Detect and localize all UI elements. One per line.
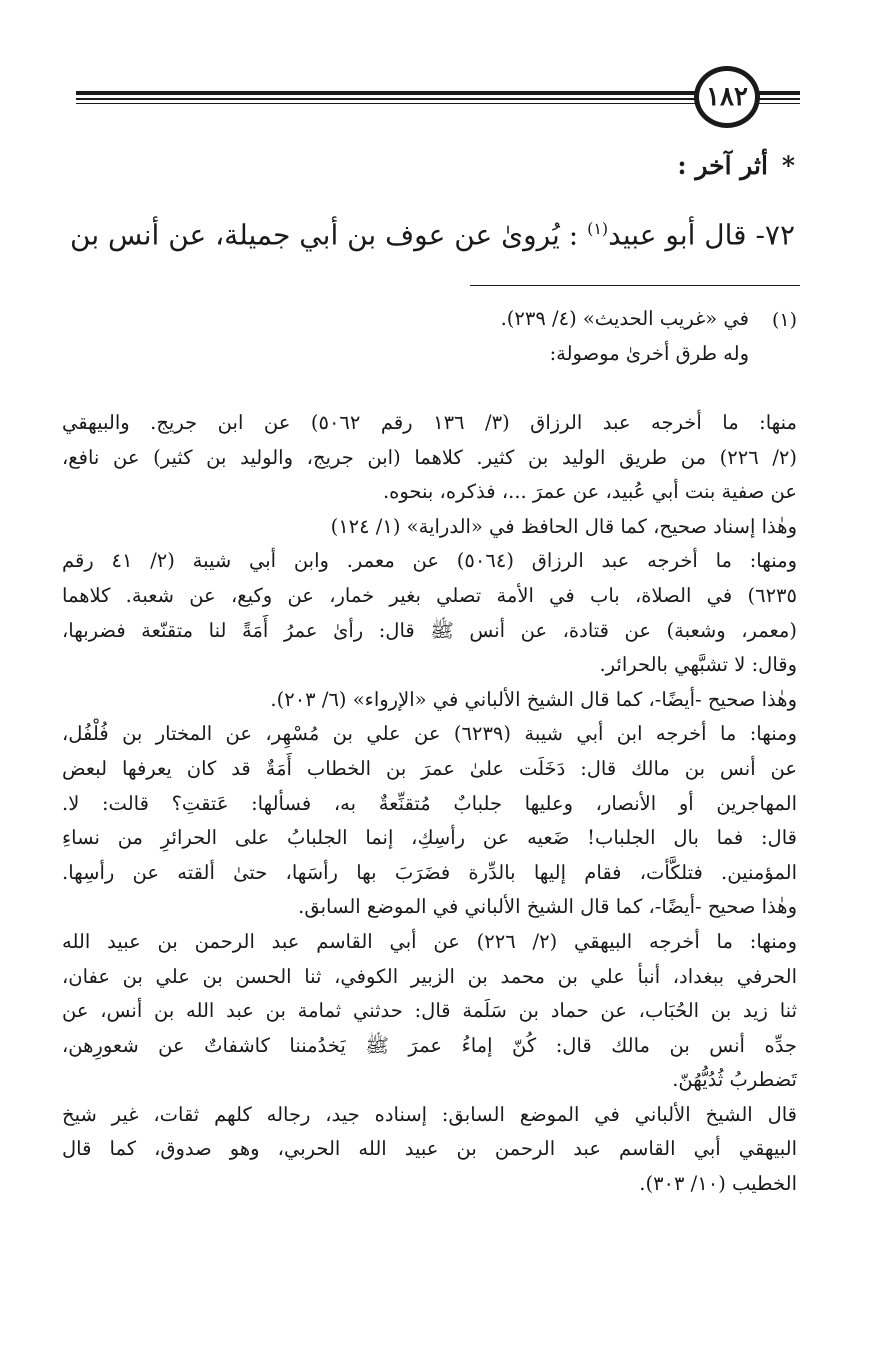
main-text-rest: : يُروىٰ عن عوف بن أبي جميلة، عن أنس بن	[70, 218, 588, 252]
footnote-line: ومنها: ما أخرجه ابن أبي شيبة (٦٢٣٩) عن علي بن مُسْهِر، عن المختار بن فُلْفُل،	[62, 722, 797, 746]
footnote-separator	[470, 285, 800, 286]
header-rule	[758, 98, 800, 100]
header-rule	[76, 91, 698, 95]
footnote-line: وله طرق أخرىٰ موصولة:	[549, 341, 749, 365]
page-number: ١٨٢	[694, 66, 760, 128]
footnote-line: منها: ما أخرجه عبد الرزاق (٣/ ١٣٦ رقم ٥٠٦٢) عن ابن جريج. والبيهقي	[62, 411, 797, 434]
footnote-line: (٢/ ٢٢٦) من طريق الوليد بن كثير. كلاهما (ابن جريج، والوليد بن كثير) عن نافع،	[62, 445, 797, 469]
footnote-body	[62, 406, 797, 1202]
star-icon: *	[781, 151, 795, 180]
section-heading	[75, 146, 795, 186]
footnote-line: ٦٢٣٥) في الصلاة، باب في الأمة تصلي بغير خمار، عن وكيع، عن شعبة. كلاهما	[62, 583, 797, 607]
footnote-line: ومنها: ما أخرجه عبد الرزاق (٥٠٦٤) عن معمر. وابن أبي شيبة (٢/ ٤١ رقم	[62, 549, 797, 573]
footnote-line: الخطيب (١٠/ ٣٠٣).	[639, 1172, 797, 1196]
header-rule	[76, 98, 698, 100]
heading-text: أثر آخر :	[677, 151, 768, 180]
footnote-line: قال الشيخ الألباني في الموضع السابق: إسناده جيد، رجاله كلهم ثقات، غير شيخ	[62, 1102, 797, 1126]
footnote-line: عن صفية بنت أبي عُبيد، عن عمرَ ...، فذكره، بنحوه.	[382, 480, 797, 504]
footnote-marker: (١)	[771, 309, 797, 331]
header-rule	[758, 103, 800, 104]
main-text-start: ٧٢- قال أبو عبيد	[608, 218, 795, 252]
footnote-line: وهٰذا صحيح -أيضًا-، كما قال الشيخ الألباني في «الإرواء» (٦/ ٢٠٣).	[270, 687, 797, 711]
footnote-line: قال: فما بال الجلباب! ضَعيه عن رأسِكِ، إنما الجلبابُ على الحرائرِ من نساءِ	[62, 826, 797, 850]
footnote-line: وهٰذا إسناد صحيح، كما قال الحافظ في «الدراية» (١/ ١٢٤)	[330, 514, 797, 538]
footnote-line: (معمر، وشعبة) عن قتادة، عن أنس ﷺ قال: رأىٰ عمرُ أَمَةً لنا متقنّعة فضربها،	[62, 618, 797, 642]
footnote-line: الحرفي ببغداد، أنبأ علي بن محمد بن الزبير الكوفي، ثنا الحسن بن علي بن عفان،	[62, 964, 797, 988]
footnote-line: ومنها: ما أخرجه البيهقي (٢/ ٢٢٦) عن أبي القاسم عبد الرحمن بن عبيد الله	[62, 929, 797, 953]
footnote-line: البيهقي أبي القاسم عبد الرحمن بن عبيد الله الحربي، وهو صدوق، كما قال	[62, 1137, 797, 1161]
header-rule	[76, 103, 698, 104]
footnote-line: وقال: لا تشبَّهي بالحرائر.	[599, 653, 797, 677]
footnote-line: المهاجرين أو الأنصار، وعليها جلبابٌ مُتقنِّعةٌ به، فسألها: عَتقتِ؟ قالت: لا.	[62, 791, 797, 815]
footnote-line: جدِّه أنس بن مالك قال: كُنّ إماءُ عمرَ ﷺ يَخدُمننا كاشفاتٌ عن شعورِهن،	[62, 1033, 797, 1057]
main-text-line	[70, 205, 795, 259]
footnote-line: وهٰذا صحيح -أيضًا-، كما قال الشيخ الألباني في الموضع السابق.	[298, 895, 797, 919]
footnote-reference: (١)	[587, 219, 609, 238]
footnote-intro	[59, 302, 749, 371]
footnote-line: في «غريب الحديث» (٤/ ٢٣٩).	[500, 307, 749, 330]
footnote-line: ثنا زيد بن الحُبَاب، عن حماد بن سَلَمة قال: حدثني ثمامة بن عبد الله بن أنس، عن	[62, 999, 797, 1023]
footnote-line: عن أنس بن مالك قال: دَخَلَت علىٰ عمرَ بن الخطاب أَمَةٌ قد كان يعرفها لبعض	[62, 756, 797, 780]
footnote-line: المؤمنين. فتلكَّأت، فقام إليها بالدِّرة فضَرَبَ بها رأسَها، حتىٰ ألقته عن رأسِها.	[62, 860, 797, 884]
header-rule	[758, 91, 800, 95]
footnote-line: تَضطربُ ثُدُيُّهُنّ.	[672, 1068, 797, 1092]
